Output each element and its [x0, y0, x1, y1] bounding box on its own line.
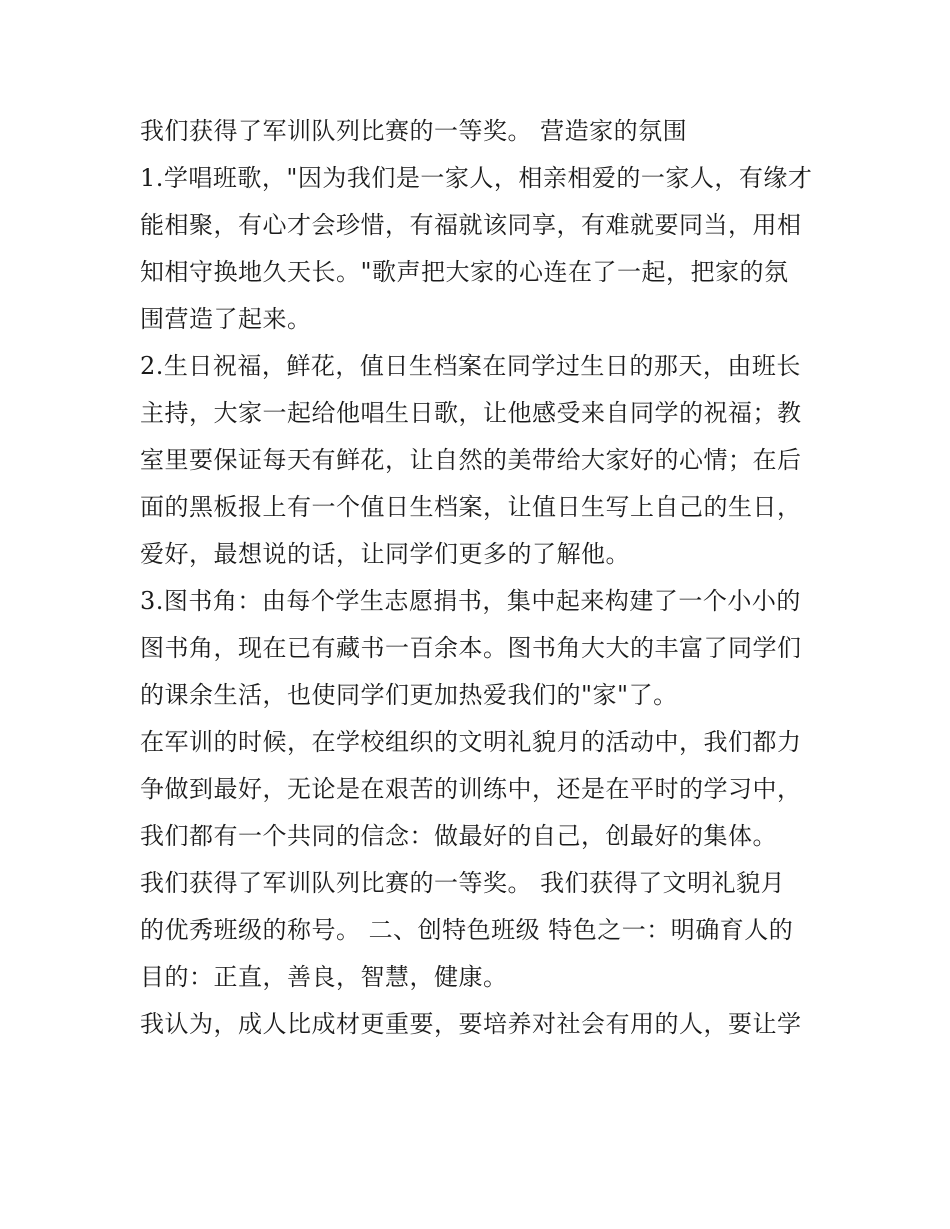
text-line: 我们获得了军训队列比赛的一等奖。 营造家的氛围	[140, 117, 688, 145]
text-line: 爱好，最想说的话，让同学们更多的了解他。	[140, 540, 630, 568]
text-line: 2.生日祝福，鲜花，值日生档案在同学过生日的那天，由班长	[140, 352, 801, 380]
text-line: 在军训的时候，在学校组织的文明礼貌月的活动中，我们都力	[140, 728, 802, 756]
text-line: 我认为，成人比成材更重要，要培养对社会有用的人，要让学	[140, 1010, 802, 1038]
text-line: 围营造了起来。	[140, 305, 312, 333]
text-line: 室里要保证每天有鲜花，让自然的美带给大家好的心情；在后	[140, 446, 802, 474]
text-line: 的课余生活，也使同学们更加热爱我们的"家"了。	[140, 681, 678, 709]
text-line: 面的黑板报上有一个值日生档案，让值日生写上自己的生日，	[140, 493, 802, 521]
text-line: 能相聚，有心才会珍惜，有福就该同享，有难就要同当，用相	[140, 211, 802, 239]
document-body	[140, 108, 820, 1048]
text-line: 主持，大家一起给他唱生日歌，让他感受来自同学的祝福；教	[140, 399, 802, 427]
text-line: 1.学唱班歌，"因为我们是一家人，相亲相爱的一家人，有缘才	[140, 164, 813, 192]
text-line: 我们获得了军训队列比赛的一等奖。 我们获得了文明礼貌月	[140, 869, 786, 897]
text-line: 知相守换地久天长。"歌声把大家的心连在了一起，把家的氛	[140, 258, 789, 286]
text-line: 我们都有一个共同的信念：做最好的自己，创最好的集体。	[140, 822, 777, 850]
text-line: 图书角，现在已有藏书一百余本。图书角大大的丰富了同学们	[140, 634, 802, 662]
text-line: 争做到最好，无论是在艰苦的训练中，还是在平时的学习中，	[140, 775, 802, 803]
text-line: 目的：正直，善良，智慧，健康。	[140, 963, 508, 991]
text-line: 3.图书角：由每个学生志愿捐书，集中起来构建了一个小小的	[140, 587, 801, 615]
text-line: 的优秀班级的称号。 二、创特色班级 特色之一：明确育人的	[140, 916, 794, 944]
